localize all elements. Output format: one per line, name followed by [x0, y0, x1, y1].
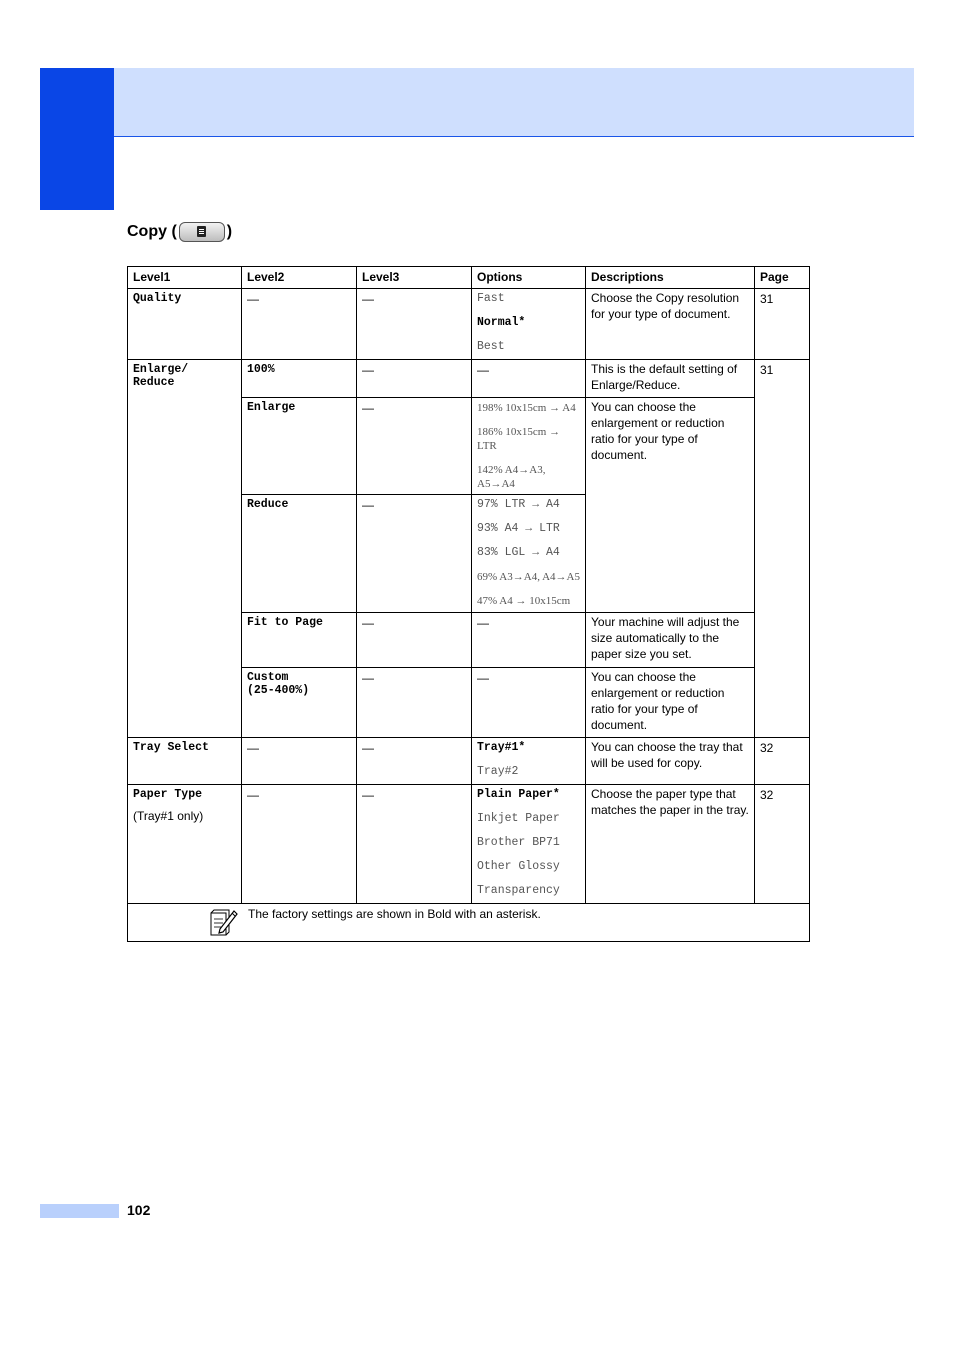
- paper-options: [472, 785, 586, 904]
- option-83: 83% LGL → A4: [477, 546, 560, 559]
- copy-key-icon: [179, 222, 225, 242]
- option-best: Best: [477, 340, 505, 353]
- option-tray1: Tray#1*: [477, 741, 526, 754]
- header-level2: Level2: [242, 267, 357, 289]
- table-header-row: [128, 267, 810, 289]
- enlarge-level3: —: [357, 398, 472, 495]
- tray-page: 32: [755, 738, 810, 785]
- tray-level3: —: [357, 738, 472, 785]
- note-pencil-icon: [208, 907, 238, 937]
- fit-level3: —: [357, 613, 472, 668]
- chapter-tab: [40, 68, 114, 210]
- quality-level3: —: [357, 289, 472, 360]
- option-fast: Fast: [477, 292, 505, 305]
- enlarge-reduce-desc: You can choose the enlargement or reduction ratio for your type of document.: [586, 398, 755, 613]
- reduce-level3: —: [357, 495, 472, 613]
- option-97: 97% LTR → A4: [477, 498, 560, 511]
- tray-level1: Tray Select: [128, 738, 242, 785]
- enlarge-100-options: —: [472, 360, 586, 398]
- custom-options: —: [472, 668, 586, 738]
- section-title: [127, 222, 232, 242]
- paper-level3: —: [357, 785, 472, 904]
- section-title-suffix: ): [226, 223, 233, 240]
- header-level3: Level3: [357, 267, 472, 289]
- enlarge-100-level2: 100%: [242, 360, 357, 398]
- paper-level1: Paper Type (Tray#1 only): [128, 785, 242, 904]
- quality-level1: Quality: [128, 289, 242, 360]
- copy-settings-table: [127, 266, 810, 942]
- quality-level2: —: [242, 289, 357, 360]
- paper-desc: Choose the paper type that matches the paper in the tray.: [586, 785, 755, 904]
- reduce-level2: Reduce: [242, 495, 357, 613]
- option-47: 47% A4 → 10x15cm: [477, 595, 571, 607]
- custom-level3: —: [357, 668, 472, 738]
- option-plain: Plain Paper*: [477, 788, 560, 801]
- option-transparency: Transparency: [477, 884, 560, 897]
- table-row: [128, 785, 810, 904]
- option-inkjet: Inkjet Paper: [477, 812, 560, 825]
- table-row: [128, 738, 810, 785]
- option-186: 186% 10x15cm → LTR: [477, 426, 561, 452]
- paper-level2: —: [242, 785, 357, 904]
- header-descriptions: Descriptions: [586, 267, 755, 289]
- quality-page: 31: [755, 289, 810, 360]
- tray-level2: —: [242, 738, 357, 785]
- quality-desc: Choose the Copy resolution for your type of document.: [586, 289, 755, 360]
- fit-desc: Your machine will adjust the size automatically to the paper size you set.: [586, 613, 755, 668]
- header-level1: Level1: [128, 267, 242, 289]
- option-142: 142% A4→A3, A5→A4: [477, 464, 546, 490]
- option-198: 198% 10x15cm → A4: [477, 402, 576, 414]
- custom-level2: Custom (25-400%): [242, 668, 357, 738]
- enlarge-page: 31: [755, 360, 810, 738]
- custom-desc: You can choose the enlargement or reduction ratio for your type of document.: [586, 668, 755, 738]
- option-93: 93% A4 → LTR: [477, 522, 560, 535]
- note-row: [128, 904, 810, 942]
- fit-options: —: [472, 613, 586, 668]
- option-glossy: Other Glossy: [477, 860, 560, 873]
- page-number: 102: [127, 1202, 151, 1218]
- paper-level1-note: (Tray#1 only): [133, 809, 204, 823]
- option-normal: Normal*: [477, 316, 526, 329]
- enlarge-level1: Enlarge/ Reduce: [128, 360, 242, 738]
- tray-options: [472, 738, 586, 785]
- fit-level2: Fit to Page: [242, 613, 357, 668]
- reduce-options: [472, 495, 586, 613]
- enlarge-level2: Enlarge: [242, 398, 357, 495]
- header-band: [114, 68, 914, 137]
- option-69: 69% A3→A4, A4→A5: [477, 571, 580, 583]
- header-options: Options: [472, 267, 586, 289]
- option-tray2: Tray#2: [477, 765, 519, 778]
- table-row: [128, 360, 810, 398]
- enlarge-100-level3: —: [357, 360, 472, 398]
- tray-desc: You can choose the tray that will be used for copy.: [586, 738, 755, 785]
- option-bp71: Brother BP71: [477, 836, 560, 849]
- section-title-prefix: Copy (: [127, 223, 177, 240]
- note-text: The factory settings are shown in Bold with an asterisk.: [248, 907, 541, 921]
- header-page: Page: [755, 267, 810, 289]
- table-row: [128, 289, 810, 360]
- enlarge-options: [472, 398, 586, 495]
- footer-bar: [40, 1204, 119, 1218]
- paper-page: 32: [755, 785, 810, 904]
- enlarge-100-desc: This is the default setting of Enlarge/Reduce.: [586, 360, 755, 398]
- quality-options: [472, 289, 586, 360]
- note-cell: [128, 904, 810, 942]
